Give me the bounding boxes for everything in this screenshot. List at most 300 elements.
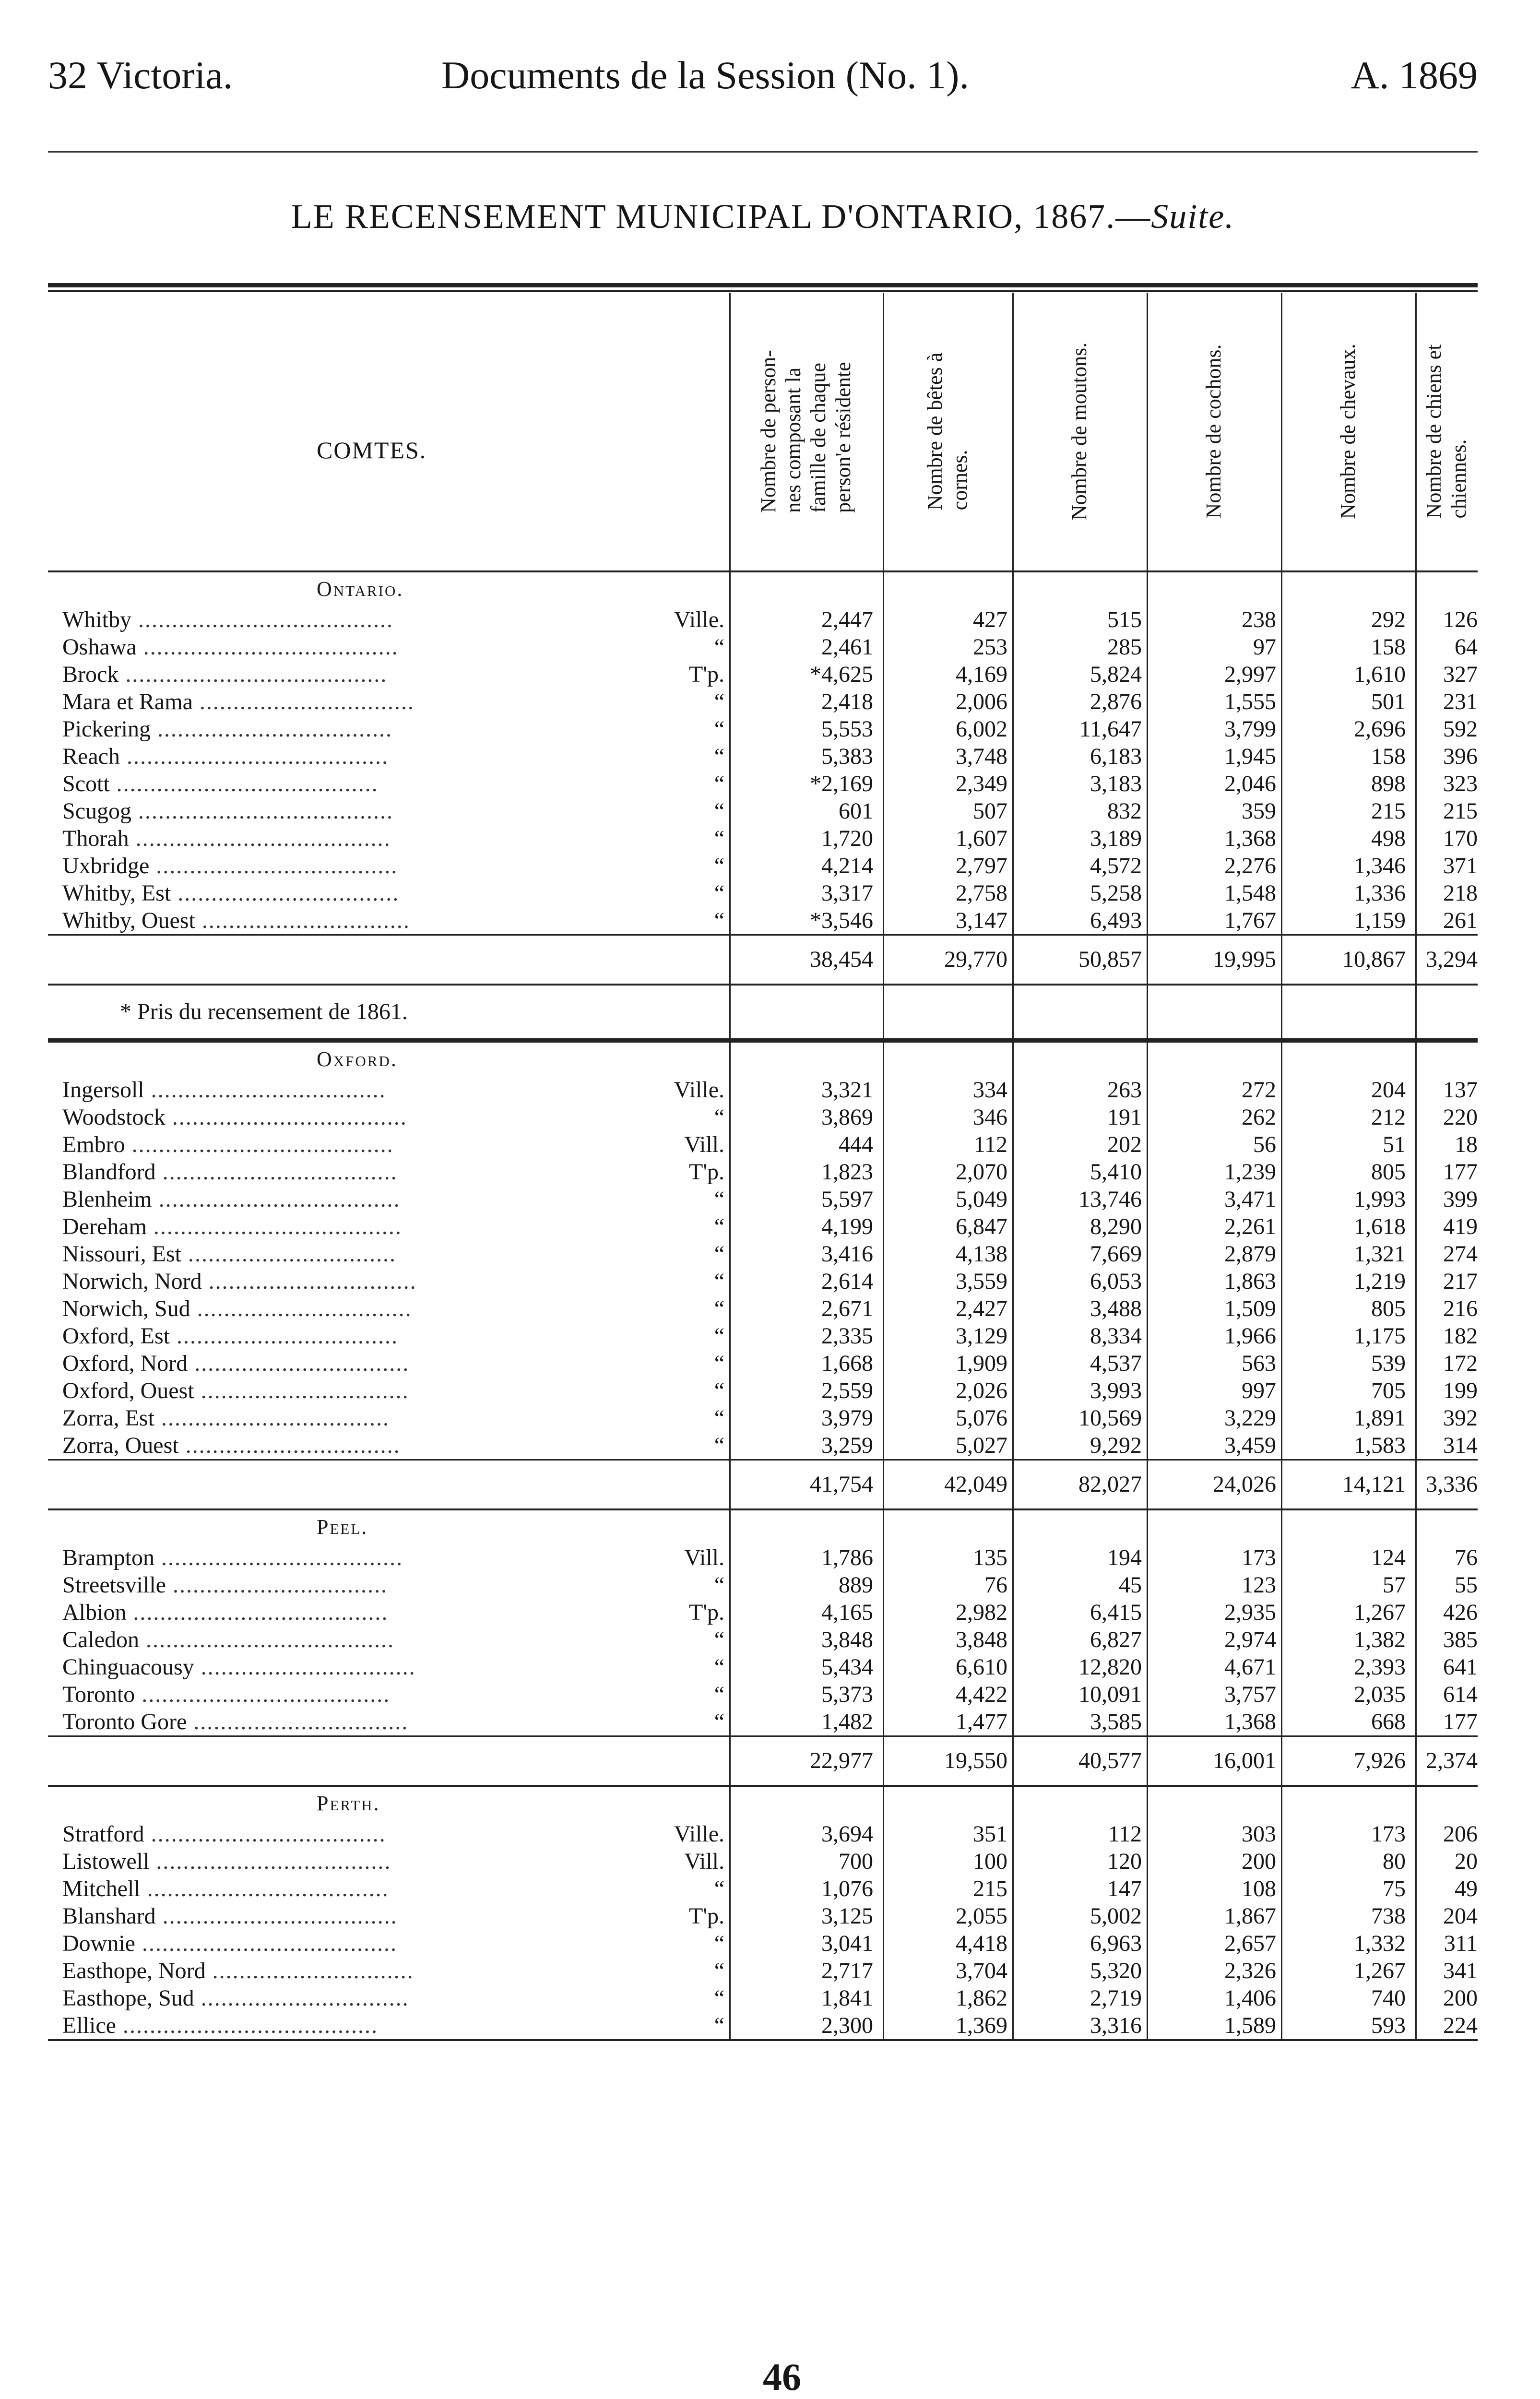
county-section xyxy=(48,572,1478,984)
cell-c5: 1,159 xyxy=(1354,908,1406,933)
row-type: “ xyxy=(714,1876,724,1901)
cell-c1: 3,694 xyxy=(821,1821,873,1847)
row-type: “ xyxy=(714,1323,724,1349)
cell-c4: 2,326 xyxy=(1224,1958,1276,1983)
row-type: Vill. xyxy=(684,1849,724,1874)
row-name xyxy=(62,661,676,688)
row-name xyxy=(62,1377,676,1404)
cell-c4: 3,799 xyxy=(1224,716,1276,742)
cell-c5: 204 xyxy=(1371,1077,1406,1103)
cell-c3: 6,493 xyxy=(1090,908,1142,933)
table-row xyxy=(48,1404,1478,1432)
row-name xyxy=(62,879,676,907)
cell-c1: 444 xyxy=(839,1132,873,1157)
table-row xyxy=(48,1984,1478,2012)
leader-dots: ................................ xyxy=(192,689,415,714)
column-header-c6-text xyxy=(1422,344,1471,519)
row-name-text: Nissouri, Est xyxy=(62,1241,182,1267)
total-c6: 3,336 xyxy=(1426,1472,1478,1497)
cell-c3: 202 xyxy=(1107,1132,1142,1157)
cell-c5: 1,332 xyxy=(1354,1931,1406,1956)
totals-row xyxy=(48,1735,1478,1785)
leader-dots: ..................................... xyxy=(146,1214,402,1239)
cell-c2: 2,055 xyxy=(956,1903,1007,1929)
cell-c3: 8,290 xyxy=(1090,1214,1142,1239)
cell-c1: 2,717 xyxy=(821,1958,873,1983)
row-name xyxy=(62,1902,676,1930)
running-head xyxy=(48,53,1478,110)
column-divider xyxy=(1281,293,1282,2041)
cell-c2: 2,758 xyxy=(956,880,1007,906)
cell-c4: 1,406 xyxy=(1224,1985,1276,2011)
cell-c1: 3,317 xyxy=(821,880,873,906)
cell-c2: 1,862 xyxy=(956,1985,1007,2011)
cell-c6: 18 xyxy=(1455,1132,1478,1157)
row-name xyxy=(62,1240,676,1268)
row-name-text: Ingersoll xyxy=(62,1077,144,1103)
column-header-line: cornes. xyxy=(948,450,971,511)
cell-c1: 3,125 xyxy=(821,1903,873,1929)
cell-c1: 3,869 xyxy=(821,1104,873,1130)
cell-c2: 2,006 xyxy=(956,689,1007,714)
cell-c1: 1,841 xyxy=(821,1985,873,2011)
row-name-text: Reach xyxy=(62,744,120,769)
row-type: Ville. xyxy=(674,1821,724,1847)
row-name xyxy=(62,1930,676,1957)
leader-dots: ............................... xyxy=(195,908,410,933)
row-type: “ xyxy=(714,634,724,660)
row-type: “ xyxy=(714,1241,724,1267)
cell-c4: 1,589 xyxy=(1224,2013,1276,2038)
column-header-c1-text xyxy=(756,350,856,513)
cell-c5: 2,696 xyxy=(1354,716,1406,742)
row-name xyxy=(62,606,676,633)
table-row xyxy=(48,1875,1478,1902)
table-row xyxy=(48,1240,1478,1268)
cell-c3: 191 xyxy=(1107,1104,1142,1130)
cell-c1: 2,447 xyxy=(821,607,873,632)
row-type: “ xyxy=(714,1958,724,1983)
cell-c5: 1,583 xyxy=(1354,1433,1406,1458)
leader-dots: .................................... xyxy=(154,1545,403,1570)
running-head-right: A. 1869 xyxy=(1350,53,1478,97)
row-name-text: Easthope, Sud xyxy=(62,1985,194,2011)
table-row xyxy=(48,1653,1478,1681)
cell-c3: 2,876 xyxy=(1090,689,1142,714)
column-header-line: famille de chaque xyxy=(806,363,830,513)
table-top-rule xyxy=(48,283,1478,287)
column-header-c3-text xyxy=(1067,343,1092,520)
row-name xyxy=(62,1653,676,1681)
cell-c3: 6,183 xyxy=(1090,744,1142,769)
document-page xyxy=(48,53,1478,2399)
cell-c1: 2,614 xyxy=(821,1269,873,1294)
cell-c2: 4,138 xyxy=(956,1241,1007,1267)
row-type: “ xyxy=(714,716,724,742)
row-name-text: Woodstock xyxy=(62,1104,166,1130)
total-c2: 19,550 xyxy=(944,1748,1007,1773)
cell-c2: 2,797 xyxy=(956,853,1007,879)
row-name xyxy=(62,1186,676,1213)
cell-c2: 100 xyxy=(973,1849,1007,1874)
leader-dots: ................................ xyxy=(190,1296,412,1321)
cell-c3: 4,537 xyxy=(1090,1351,1142,1376)
leader-dots: ................................... xyxy=(165,1104,407,1130)
cell-c3: 832 xyxy=(1107,798,1142,824)
cell-c5: 805 xyxy=(1371,1159,1406,1185)
row-type: “ xyxy=(714,853,724,879)
leader-dots: .................................. xyxy=(154,1405,390,1431)
leader-dots: ................................. xyxy=(171,880,400,906)
cell-c5: 740 xyxy=(1371,1985,1406,2011)
row-name xyxy=(62,770,676,797)
cell-c1: 3,416 xyxy=(821,1241,873,1267)
cell-c5: 75 xyxy=(1383,1876,1406,1901)
table-row xyxy=(48,661,1478,688)
county-section xyxy=(48,1510,1478,1785)
leader-dots: ............................... xyxy=(201,1269,417,1294)
leader-dots: ..................................... xyxy=(135,1682,391,1707)
cell-c1: 5,597 xyxy=(821,1187,873,1212)
row-type: “ xyxy=(714,1682,724,1707)
cell-c6: 396 xyxy=(1443,744,1478,769)
cell-c2: 2,982 xyxy=(956,1600,1007,1625)
cell-c4: 56 xyxy=(1253,1132,1276,1157)
cell-c5: 738 xyxy=(1371,1903,1406,1929)
cell-c4: 4,671 xyxy=(1224,1654,1276,1680)
cell-c5: 2,035 xyxy=(1354,1682,1406,1707)
row-type: Vill. xyxy=(684,1545,724,1570)
cell-c2: 351 xyxy=(973,1821,1007,1847)
leader-dots: ................................. xyxy=(169,1323,398,1349)
cell-c4: 359 xyxy=(1242,798,1276,824)
cell-c3: 4,572 xyxy=(1090,853,1142,879)
cell-c5: 898 xyxy=(1371,771,1406,796)
column-header-line: Nombre de chiens et xyxy=(1422,344,1445,519)
cell-c6: 314 xyxy=(1443,1433,1478,1458)
cell-c1: 5,434 xyxy=(821,1654,873,1680)
cell-c6: 200 xyxy=(1443,1985,1478,2011)
table-row xyxy=(48,1626,1478,1653)
row-type: “ xyxy=(714,908,724,933)
cell-c4: 2,261 xyxy=(1224,1214,1276,1239)
row-type: “ xyxy=(714,1351,724,1376)
row-name xyxy=(62,1544,676,1571)
cell-c2: 2,427 xyxy=(956,1296,1007,1321)
cell-c3: 3,488 xyxy=(1090,1296,1142,1321)
cell-c4: 1,509 xyxy=(1224,1296,1276,1321)
column-header-line: Nombre de moutons. xyxy=(1067,342,1091,521)
cell-c6: 419 xyxy=(1443,1214,1478,1239)
cell-c5: 1,267 xyxy=(1354,1958,1406,1983)
leader-dots: ...................................... xyxy=(136,634,399,660)
cell-c1: 4,165 xyxy=(821,1600,873,1625)
county-title: Ontario. xyxy=(317,577,404,601)
cell-c4: 3,229 xyxy=(1224,1405,1276,1431)
cell-c6: 137 xyxy=(1443,1077,1478,1103)
cell-c5: 1,891 xyxy=(1354,1405,1406,1431)
cell-c6: 392 xyxy=(1443,1405,1478,1431)
row-name-text: Zorra, Est xyxy=(62,1405,154,1431)
cell-c1: 1,823 xyxy=(821,1159,873,1185)
cell-c4: 303 xyxy=(1242,1821,1276,1847)
cell-c3: 285 xyxy=(1107,634,1142,660)
column-header-c4-text xyxy=(1201,344,1226,519)
cell-c2: 507 xyxy=(973,798,1007,824)
cell-c3: 120 xyxy=(1107,1849,1142,1874)
cell-c1: 5,383 xyxy=(821,744,873,769)
cell-c3: 194 xyxy=(1107,1545,1142,1570)
row-name xyxy=(62,1626,676,1653)
row-name xyxy=(62,852,676,879)
table-row xyxy=(48,633,1478,661)
cell-c3: 5,002 xyxy=(1090,1903,1142,1929)
cell-c3: 10,569 xyxy=(1078,1405,1142,1431)
row-type: “ xyxy=(714,2013,724,2038)
row-name-text: Blandford xyxy=(62,1159,156,1185)
cell-c5: 158 xyxy=(1371,634,1406,660)
cell-c4: 563 xyxy=(1242,1351,1276,1376)
column-divider xyxy=(1012,293,1014,2041)
table-row xyxy=(48,1820,1478,1848)
cell-c3: 6,963 xyxy=(1090,1931,1142,1956)
row-name xyxy=(62,1268,676,1295)
cell-c5: 2,393 xyxy=(1354,1654,1406,1680)
leader-dots: ................................... xyxy=(144,1821,386,1847)
cell-c1: 889 xyxy=(839,1572,873,1598)
column-divider xyxy=(1147,293,1148,2041)
cell-c6: 224 xyxy=(1443,2013,1478,2038)
row-name-text: Blanshard xyxy=(62,1903,156,1929)
cell-c6: 216 xyxy=(1443,1296,1478,1321)
row-name xyxy=(62,1957,676,1984)
row-name xyxy=(62,715,676,743)
table-row xyxy=(48,606,1478,633)
row-name-text: Whitby, Ouest xyxy=(62,908,195,933)
cell-c6: 641 xyxy=(1443,1654,1478,1680)
row-type: “ xyxy=(714,1654,724,1680)
cell-c2: 76 xyxy=(984,1572,1007,1598)
row-type: “ xyxy=(714,1187,724,1212)
cell-c3: 6,053 xyxy=(1090,1269,1142,1294)
county-title: Perth. xyxy=(317,1792,380,1815)
cell-c4: 2,046 xyxy=(1224,771,1276,796)
cell-c4: 2,935 xyxy=(1224,1600,1276,1625)
table-row xyxy=(48,1158,1478,1186)
cell-c1: 601 xyxy=(839,798,873,824)
cell-c5: 1,175 xyxy=(1354,1323,1406,1349)
leader-dots: ...................................... xyxy=(116,2013,378,2038)
cell-c3: 3,585 xyxy=(1090,1709,1142,1734)
table-row xyxy=(48,825,1478,852)
row-name xyxy=(62,825,676,852)
row-name-text: Embro xyxy=(62,1132,125,1157)
cell-c1: *2,169 xyxy=(810,771,873,796)
section-rule-thick xyxy=(48,1038,1478,1043)
row-type: “ xyxy=(714,880,724,906)
cell-c1: 3,321 xyxy=(821,1077,873,1103)
cell-c5: 805 xyxy=(1371,1296,1406,1321)
cell-c6: 399 xyxy=(1443,1187,1478,1212)
column-header-line: nes composant la xyxy=(782,367,805,513)
row-type: “ xyxy=(714,1709,724,1734)
row-type: “ xyxy=(714,826,724,851)
row-type: “ xyxy=(714,1627,724,1652)
leader-dots: ............................... xyxy=(181,1241,397,1267)
cell-c6: 199 xyxy=(1443,1378,1478,1403)
cell-c5: 1,382 xyxy=(1354,1627,1406,1652)
table-row xyxy=(48,797,1478,825)
leader-dots: .................................... xyxy=(149,853,398,879)
cell-c4: 97 xyxy=(1253,634,1276,660)
total-c5: 10,867 xyxy=(1342,947,1406,972)
column-header-line: Nombre de chevaux. xyxy=(1336,344,1360,519)
row-name-text: Dereham xyxy=(62,1214,147,1239)
cell-c4: 262 xyxy=(1242,1104,1276,1130)
cell-c1: 2,418 xyxy=(821,689,873,714)
cell-c6: 426 xyxy=(1443,1600,1478,1625)
cell-c4: 2,974 xyxy=(1224,1627,1276,1652)
cell-c4: 1,863 xyxy=(1224,1269,1276,1294)
leader-dots: ...................................... xyxy=(129,826,391,851)
column-divider xyxy=(883,293,884,2041)
county-section xyxy=(48,1043,1478,1508)
row-name-text: Zorra, Ouest xyxy=(62,1433,179,1458)
cell-c4: 2,657 xyxy=(1224,1931,1276,1956)
row-name-text: Oxford, Ouest xyxy=(62,1378,194,1403)
county-section xyxy=(48,1787,1478,2039)
cell-c4: 1,867 xyxy=(1224,1903,1276,1929)
row-type: “ xyxy=(714,1378,724,1403)
cell-c2: 4,169 xyxy=(956,662,1007,687)
row-name-text: Pickering xyxy=(62,716,151,742)
cell-c5: 51 xyxy=(1383,1132,1406,1157)
county-title: Peel. xyxy=(317,1515,368,1539)
leader-dots: ...................................... xyxy=(131,798,393,824)
total-c5: 14,121 xyxy=(1342,1472,1406,1497)
totals-row xyxy=(48,1459,1478,1508)
cell-c1: 1,786 xyxy=(821,1545,873,1570)
column-header-c2 xyxy=(883,292,1012,570)
cell-c3: 6,415 xyxy=(1090,1600,1142,1625)
cell-c4: 2,276 xyxy=(1224,853,1276,879)
row-name-text: Albion xyxy=(62,1600,127,1625)
leader-dots: ................................... xyxy=(155,1159,398,1185)
total-c2: 42,049 xyxy=(944,1472,1007,1497)
cell-c1: 1,668 xyxy=(821,1351,873,1376)
row-type: “ xyxy=(714,1405,724,1431)
table-row xyxy=(48,1295,1478,1322)
total-c5: 7,926 xyxy=(1354,1748,1406,1773)
cell-c3: 9,292 xyxy=(1090,1433,1142,1458)
table-row xyxy=(48,1708,1478,1735)
column-header-c5-text xyxy=(1336,344,1361,519)
column-divider xyxy=(1415,293,1417,2041)
cell-c5: 593 xyxy=(1371,2013,1406,2038)
cell-c1: 1,720 xyxy=(821,826,873,851)
cell-c4: 1,966 xyxy=(1224,1323,1276,1349)
cell-c1: 2,461 xyxy=(821,634,873,660)
row-type: Vill. xyxy=(684,1132,724,1157)
table-row xyxy=(48,1957,1478,1984)
column-divider xyxy=(729,293,731,2041)
row-type: “ xyxy=(714,1985,724,2011)
row-type: “ xyxy=(714,689,724,714)
leader-dots: ...................................... xyxy=(135,1931,397,1956)
total-c1: 22,977 xyxy=(810,1748,873,1773)
row-type: Ville. xyxy=(674,607,724,632)
cell-c3: 263 xyxy=(1107,1077,1142,1103)
cell-c6: 261 xyxy=(1443,908,1478,933)
row-name-text: Mitchell xyxy=(62,1876,141,1901)
total-c6: 3,294 xyxy=(1426,947,1478,972)
cell-c3: 5,824 xyxy=(1090,662,1142,687)
cell-c5: 1,346 xyxy=(1354,853,1406,879)
cell-c6: 217 xyxy=(1443,1269,1478,1294)
leader-dots: ................................ xyxy=(188,1351,410,1376)
total-c2: 29,770 xyxy=(944,947,1007,972)
cell-c2: 2,070 xyxy=(956,1159,1007,1185)
census-table xyxy=(48,283,1478,2041)
cell-c6: 49 xyxy=(1455,1876,1478,1901)
leader-dots: .............................. xyxy=(205,1958,414,1983)
row-type: “ xyxy=(714,798,724,824)
row-name-text: Brampton xyxy=(62,1545,154,1570)
cell-c6: 170 xyxy=(1443,826,1478,851)
cell-c1: 3,259 xyxy=(821,1433,873,1458)
row-type: Ville. xyxy=(674,1077,724,1103)
column-header-line: person'e résidente xyxy=(831,362,855,513)
leader-dots: ................................... xyxy=(155,1903,398,1929)
cell-c5: 57 xyxy=(1383,1572,1406,1598)
cell-c2: 215 xyxy=(973,1876,1007,1901)
row-name-text: Norwich, Sud xyxy=(62,1296,190,1321)
cell-c5: 1,321 xyxy=(1354,1241,1406,1267)
row-type: T'p. xyxy=(689,1903,724,1929)
total-c4: 19,995 xyxy=(1213,947,1276,972)
row-name xyxy=(62,1984,676,2012)
table-row xyxy=(48,743,1478,770)
table-row xyxy=(48,1104,1478,1131)
table-row xyxy=(48,770,1478,797)
row-name-text: Blenheim xyxy=(62,1187,152,1212)
cell-c6: 274 xyxy=(1443,1241,1478,1267)
row-name xyxy=(62,1213,676,1240)
cell-c6: 218 xyxy=(1443,880,1478,906)
cell-c2: 6,847 xyxy=(956,1214,1007,1239)
row-type: T'p. xyxy=(689,662,724,687)
leader-dots: ..................................... xyxy=(139,1627,394,1652)
cell-c4: 123 xyxy=(1242,1572,1276,1598)
cell-c3: 13,746 xyxy=(1078,1187,1142,1212)
cell-c2: 4,418 xyxy=(956,1931,1007,1956)
cell-c3: 10,091 xyxy=(1078,1682,1142,1707)
column-header-c6 xyxy=(1415,292,1478,570)
cell-c5: 124 xyxy=(1371,1545,1406,1570)
leader-dots: ...................................... xyxy=(131,607,393,632)
page-number: 46 xyxy=(763,2356,801,2399)
cell-c4: 173 xyxy=(1242,1545,1276,1570)
cell-c4: 1,555 xyxy=(1224,689,1276,714)
cell-c3: 147 xyxy=(1107,1876,1142,1901)
cell-c1: *3,546 xyxy=(810,908,873,933)
row-name-text: Downie xyxy=(62,1931,135,1956)
cell-c2: 135 xyxy=(973,1545,1007,1570)
cell-c2: 253 xyxy=(973,634,1007,660)
cell-c4: 1,945 xyxy=(1224,744,1276,769)
cell-c6: 204 xyxy=(1443,1903,1478,1929)
cell-c2: 1,607 xyxy=(956,826,1007,851)
